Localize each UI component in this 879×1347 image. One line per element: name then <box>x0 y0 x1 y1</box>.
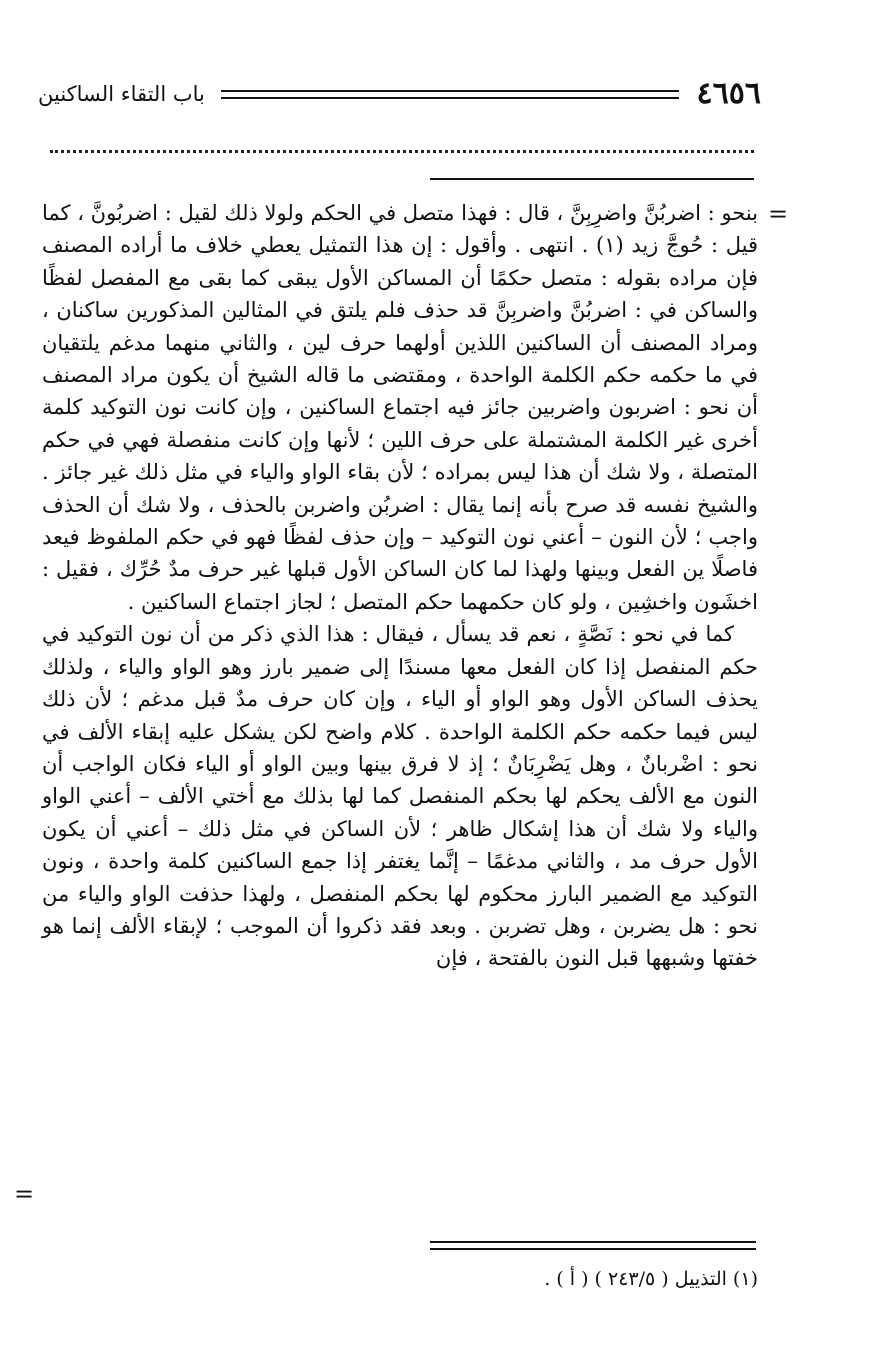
chapter-title: باب التقاء الساكنين <box>38 82 205 106</box>
continuation-mark-start: = <box>768 200 789 228</box>
short-separator <box>430 178 754 180</box>
header-double-rule <box>221 90 679 99</box>
paragraph-1: بنحو : اضربُنَّ واضرِبِنَّ ، قال : فهذا متصل في الحكم ولولا ذلك لقيل : اضربُونَّ ، كما قيل : حُوجَّ زيد (١) . انتهى . وأقول : إن هذا التمثيل يعطي خلاف ما أراده المصنف فإن مراده بقوله : متصل حكمًا أن المساكن الأول يبقى كما بقى مع المفصل لفظًا والساكن في : اضربُنَّ واضربِنَّ قد حذف فلم يلتق في المثالين المذكورين ساكنان ، ومراد المصنف أن الساكنين اللذين أولهما حرف لين ، والثاني منهما مدغم يلتقيان في ما حكمه حكم الكلمة الواحدة ، ومقتضى ما قاله الشيخ أن يكون مراد المصنف أن نحو : اضربون واضربين جائز فيه اجتماع الساكنين ، وإن كانت نون التوكيد كلمة أخرى غير الكلمة المشتملة على حرف اللين ؛ لأنها وإن كانت منفصلة فهي في حكم المتصلة ، ولا شك أن هذا ليس بمراده ؛ لأن بقاء الواو والياء في مثل ذلك غير جائز . والشيخ نفسه قد صرح بأنه إنما يقال : اضربُن واضربن بالحذف ، ولا شك أن الحذف واجب ؛ لأن النون – أعني نون التوكيد – وإن حذف لفظًا فهو في حكم الملفوظ فيعد فاصلًا ين الفعل وبينها ولهذا لما كان الساكن الأول قبلها غير حرف مدٌ حُرِّك ، فقيل : اخشَون واخشِين ، ولو كان حكمهما حكم المتصل ؛ لجاز اجتماع الساكنين . <box>41 201 759 614</box>
footnote-double-rule <box>430 1241 756 1250</box>
continuation-mark-end: = <box>14 1180 35 1208</box>
page-header <box>38 74 761 114</box>
body-text <box>42 197 758 975</box>
dotted-separator <box>50 150 754 153</box>
paragraph-2: كما في نحو : نَصَّةٍ ، نعم قد يسأل ، فيقال : هذا الذي ذكر من أن نون التوكيد في حكم المنفصل إذا كان الفعل معها مسندًا إلى ضمير بارز وهو الواو والياء ، ولذلك يحذف الساكن الأول وهو الواو أو الياء ، وإن كان حرف مدٌ قبل مدغم ؛ لأن ذلك ليس فيما حكمه حكم الكلمة الواحدة . كلام واضح لكن يشكل عليه إبقاء الألف في نحو : اضْربانٌ ، وهل يَضْرِبَانٌ ؛ إذ لا فرق بينها وبين الواو أو الياء فكان الواجب أن النون مع الألف يحكم لها بحكم المنفصل كما لها بذلك مع أختي الألف – أعني الواو والياء ولا شك أن هذا إشكال ظاهر ؛ لأن الساكن في مثل ذلك – أعني أن يكون الأول حرف مد ، والثاني مدغمًا – إنَّما يغتفر إذا جمع الساكنين كلمة واحدة ، ونون التوكيد مع الضمير البارز محكوم لها بحكم المنفصل ، ولهذا حذفت الواو والياء من نحو : هل يضربن ، وهل تضربن . وبعد فقد ذكروا أن الموجب ؛ لإبقاء الألف إنما هو خفتها وشبهها قبل النون بالفتحة ، فإن <box>42 622 758 971</box>
page-number: ٤٦٥٦ <box>696 76 761 111</box>
footnote: (١) التذييل ( ٢٤٣/٥ ) ( أ ) . <box>544 1268 758 1290</box>
